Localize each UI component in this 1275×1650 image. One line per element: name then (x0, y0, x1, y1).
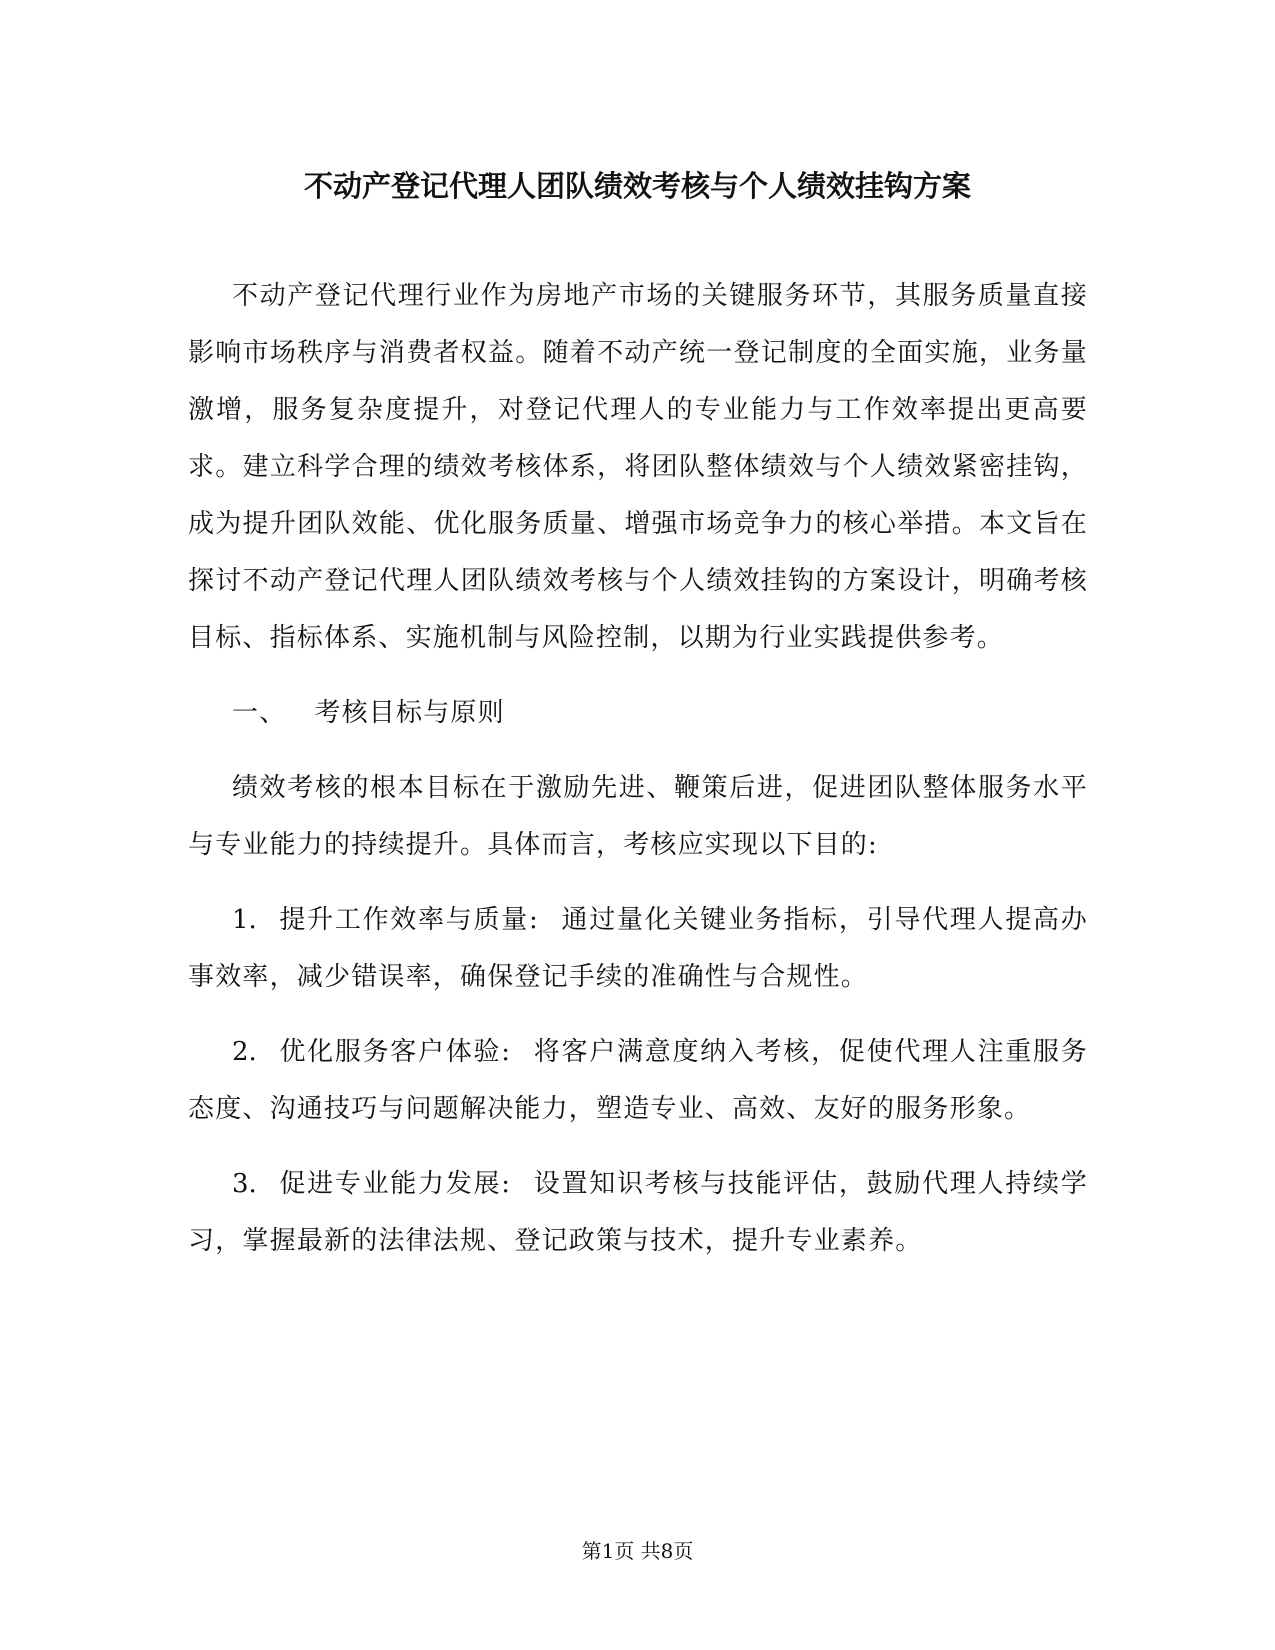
list-item-text: 将客户满意度纳入考核，促使代理人注重服务态度、沟通技巧与问题解决能力，塑造专业、高效、友好的服务形象。 (188, 1037, 1088, 1124)
list-item (188, 1156, 1088, 1270)
list-item-number: 2. (232, 1037, 257, 1067)
list-item-number: 1. (232, 905, 257, 935)
section-heading-text: 考核目标与原则 (314, 698, 505, 728)
list-item-lead: 促进专业能力发展: (278, 1169, 512, 1199)
list-item-lead: 优化服务客户体验: (278, 1037, 512, 1067)
list-item-number: 3. (232, 1169, 257, 1199)
section-heading (188, 685, 1088, 742)
document-title: 不动产登记代理人团队绩效考核与个人绩效挂钩方案 (303, 169, 971, 203)
section-number: 一、 (232, 698, 287, 728)
section-paragraph: 绩效考核的根本目标在于激励先进、鞭策后进，促进团队整体服务水平与专业能力的持续提升。具体而言，考核应实现以下目的: (188, 773, 1088, 860)
list-item-text: 通过量化关键业务指标，引导代理人提高办事效率，减少错误率，确保登记手续的准确性与合规性。 (188, 905, 1088, 992)
list-item-lead: 提升工作效率与质量: (278, 905, 539, 935)
page-footer: 第1页 共8页 (581, 1539, 694, 1563)
intro-paragraph: 不动产登记代理行业作为房地产市场的关键服务环节，其服务质量直接影响市场秩序与消费者权益。随着不动产统一登记制度的全面实施，业务量激增，服务复杂度提升，对登记代理人的专业能力与工作效率提出更高要求。建立科学合理的绩效考核体系，将团队整体绩效与个人绩效紧密挂钩，成为提升团队效能、优化服务质量、增强市场竞争力的核心举措。本文旨在探讨不动产登记代理人团队绩效考核与个人绩效挂钩的方案设计，明确考核目标、指标体系、实施机制与风险控制，以期为行业实践提供参考。 (188, 281, 1088, 653)
list-item (188, 1024, 1088, 1138)
document-body (188, 268, 1088, 1270)
list-item-text: 设置知识考核与技能评估，鼓励代理人持续学习，掌握最新的法律法规、登记政策与技术，提升专业素养。 (188, 1169, 1088, 1256)
list-item (188, 892, 1088, 1006)
